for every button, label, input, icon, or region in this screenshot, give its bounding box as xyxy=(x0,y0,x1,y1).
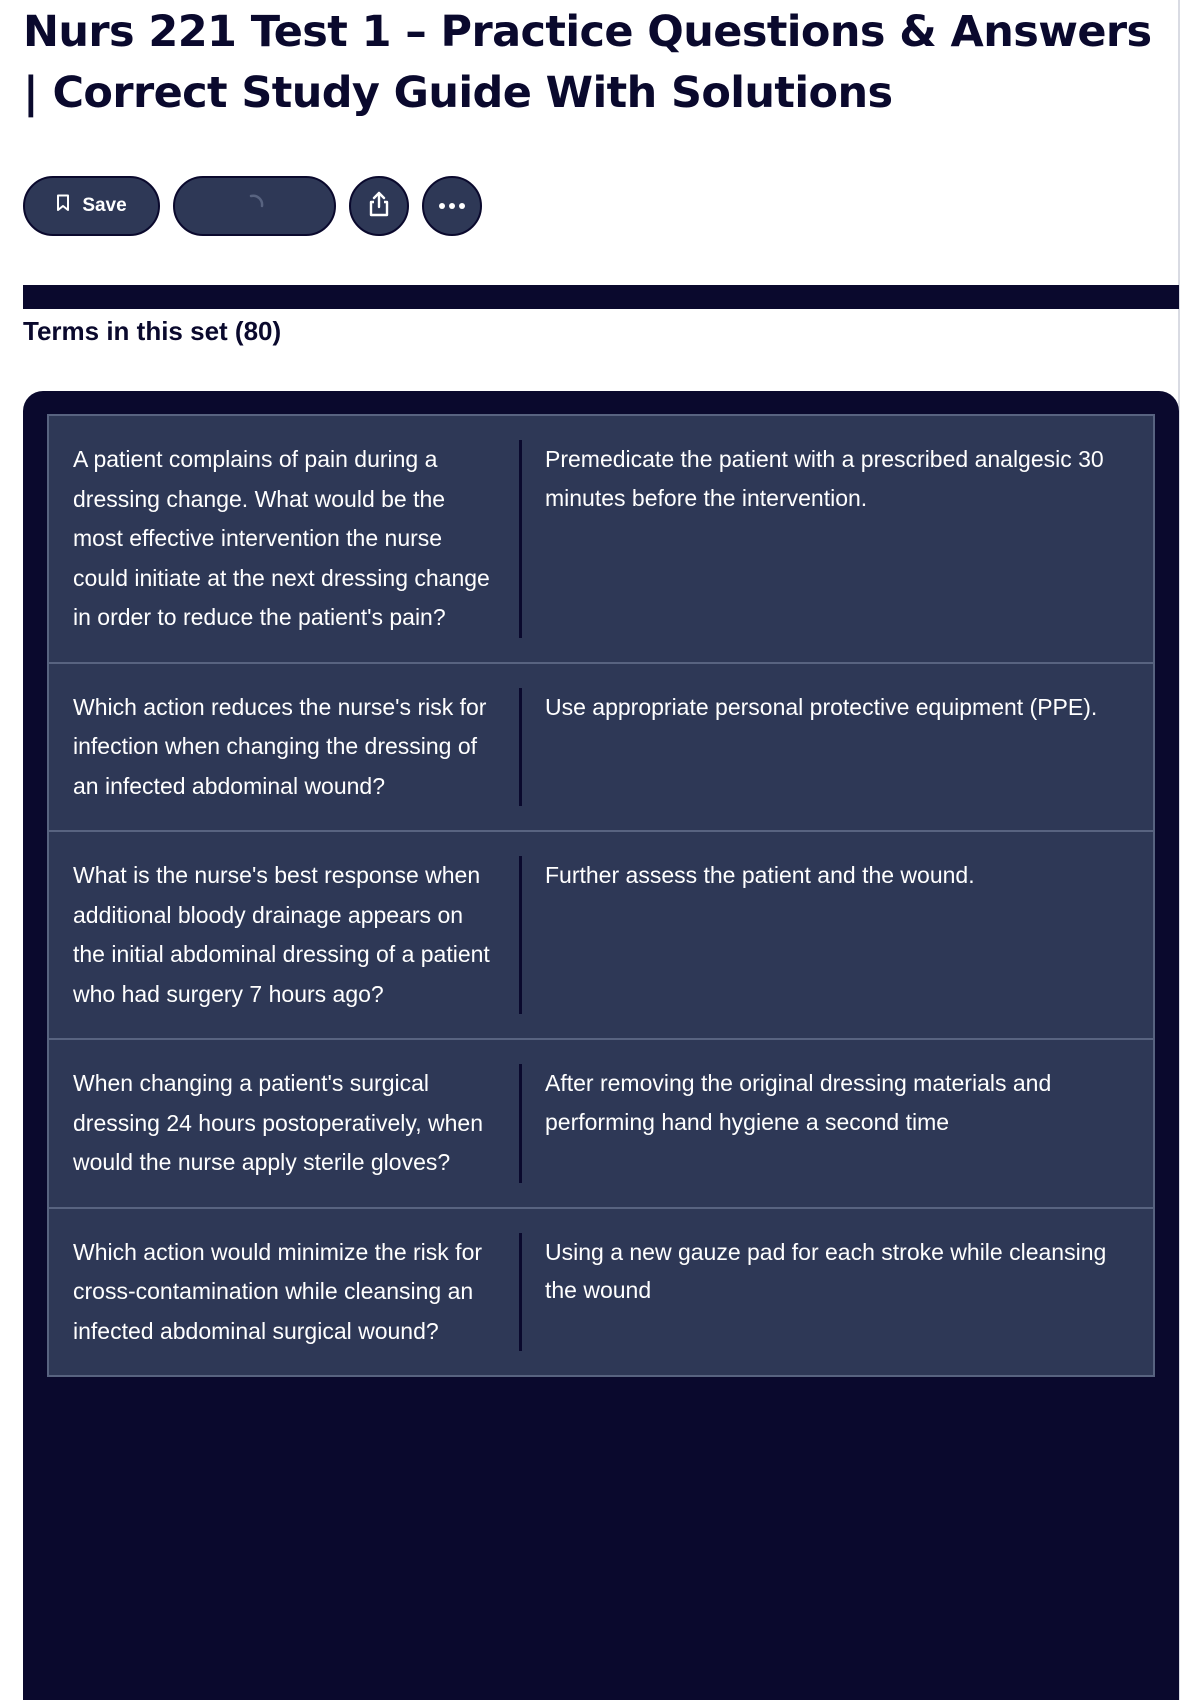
term-card[interactable] xyxy=(47,1207,1155,1378)
definition-text: Further assess the patient and the wound. xyxy=(545,862,975,888)
definition-text: Premedicate the patient with a prescribed analgesic 30 minutes before the intervention. xyxy=(545,446,1104,511)
bookmark-icon xyxy=(56,194,70,218)
spinner-icon xyxy=(243,192,267,221)
action-toolbar xyxy=(23,176,495,236)
section-divider xyxy=(23,285,1179,309)
term-text: A patient complains of pain during a dressing change. What would be the most effective intervention the nurse could initiate at the next dressing change in order to reduce the patient's pain? xyxy=(73,446,490,630)
terms-panel xyxy=(23,391,1179,1700)
term-text: Which action would minimize the risk for cross-contamination while cleansing an infected abdominal surgical wound? xyxy=(73,1238,483,1344)
term-card[interactable] xyxy=(47,830,1155,1040)
definition-text: After removing the original dressing materials and performing hand hygiene a second time xyxy=(545,1070,1052,1135)
term-text: When changing a patient's surgical dressing 24 hours postoperatively, when would the nurse apply sterile gloves? xyxy=(73,1070,483,1175)
term-card[interactable] xyxy=(47,1038,1155,1209)
term-card[interactable] xyxy=(47,414,1155,664)
terms-heading: Terms in this set (80) xyxy=(23,316,282,346)
page-title: Nurs 221 Test 1 – Practice Questions & Answers | Correct Study Guide With Solutions xyxy=(23,7,1152,118)
more-horizontal-icon xyxy=(438,197,466,215)
share-button[interactable] xyxy=(349,176,409,236)
definition-text: Use appropriate personal protective equipment (PPE). xyxy=(545,693,1098,720)
loading-button[interactable] xyxy=(173,176,336,236)
save-button[interactable] xyxy=(23,176,160,236)
definition-text: Using a new gauze pad for each stroke while cleansing the wound xyxy=(545,1238,1107,1303)
term-card[interactable] xyxy=(47,662,1155,833)
save-button-label: Save xyxy=(82,195,127,216)
term-card-list xyxy=(47,414,1155,1377)
more-options-button[interactable] xyxy=(422,176,482,236)
term-text: What is the nurse's best response when additional bloody drainage appears on the initial abdominal dressing of a patient who had surgery 7 hours ago? xyxy=(73,862,490,1007)
share-icon xyxy=(366,190,392,223)
term-text: Which action reduces the nurse's risk for infection when changing the dressing of an infected abdominal wound? xyxy=(73,693,487,799)
